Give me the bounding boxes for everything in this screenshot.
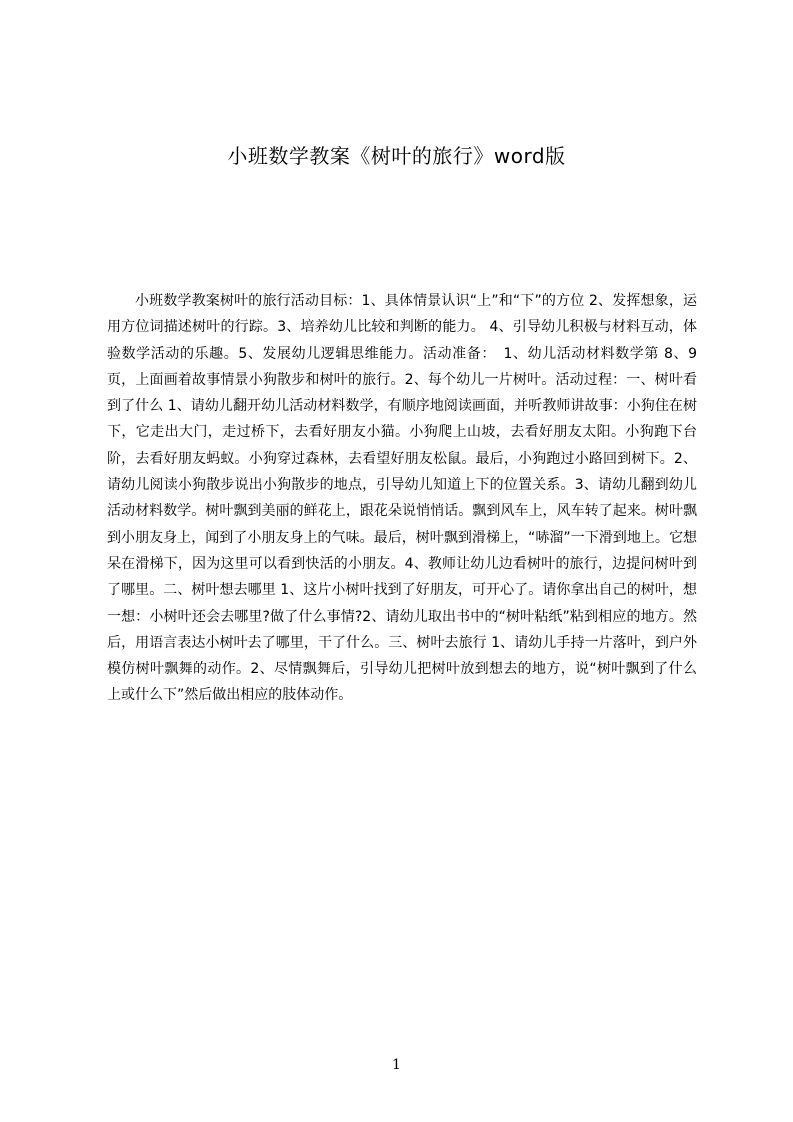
document-body-paragraph: 小班数学教案树叶的旅行活动目标：1、具体情景认识“上”和“下”的方位 2、发挥想象，运用方位词描述树叶的行踪。3、培养幼儿比较和判断的能力。 4、引导幼儿积极与材料互动，体验数学活动的乐趣。5、发展幼儿逻辑思维能力。活动准备： 1、幼儿活动材料数学第 8、9 页，上面画着故事情景小狗散步和树叶的旅行。2、每个幼儿一片树叶。活动过程：一、树叶看到了什么 1、请幼儿翻开幼儿活动材料数学，有顺序地阅读画面，并听教师讲故事：小狗住在树下，它走出大门，走过桥下，去看好朋友小猫。小狗爬上山坡，去看好朋友太阳。小狗跑下台阶，去看好朋友蚂蚁。小狗穿过森林，去看望好朋友松鼠。最后，小狗跑过小路回到树下。2、请幼儿阅读小狗散步说出小狗散步的地点，引导幼儿知道上下的位置关系。3、请幼儿翻到幼儿活动材料数学。树叶飘到美丽的鲜花上，跟花朵说悄悄话。飘到风车上，风车转了起来。树叶飘到小朋友身上，闻到了小朋友身上的气味。最后，树叶飘到滑梯上，“哧溜”一下滑到地上。它想呆在滑梯下，因为这里可以看到快活的小朋友。4、教师让幼儿边看树叶的旅行，边提问树叶到了哪里。二、树叶想去哪里 1、这片小树叶找到了好朋友，可开心了。请你拿出自己的树叶，想一想：小树叶还会去哪里?做了什么事情?2、请幼儿取出书中的“树叶粘纸”粘到相应的地方。然后，用语言表达小树叶去了哪里，干了什么。三、树叶去旅行 1、请幼儿手持一片落叶，到户外模仿树叶飘舞的动作。2、尽情飘舞后，引导幼儿把树叶放到想去的地方，说“树叶飘到了什么上或什么下”然后做出相应的肢体动作。	[107, 293, 697, 704]
page-number: 1	[392, 1057, 401, 1073]
document-title: 小班数学教案《树叶的旅行》word版	[227, 144, 566, 168]
